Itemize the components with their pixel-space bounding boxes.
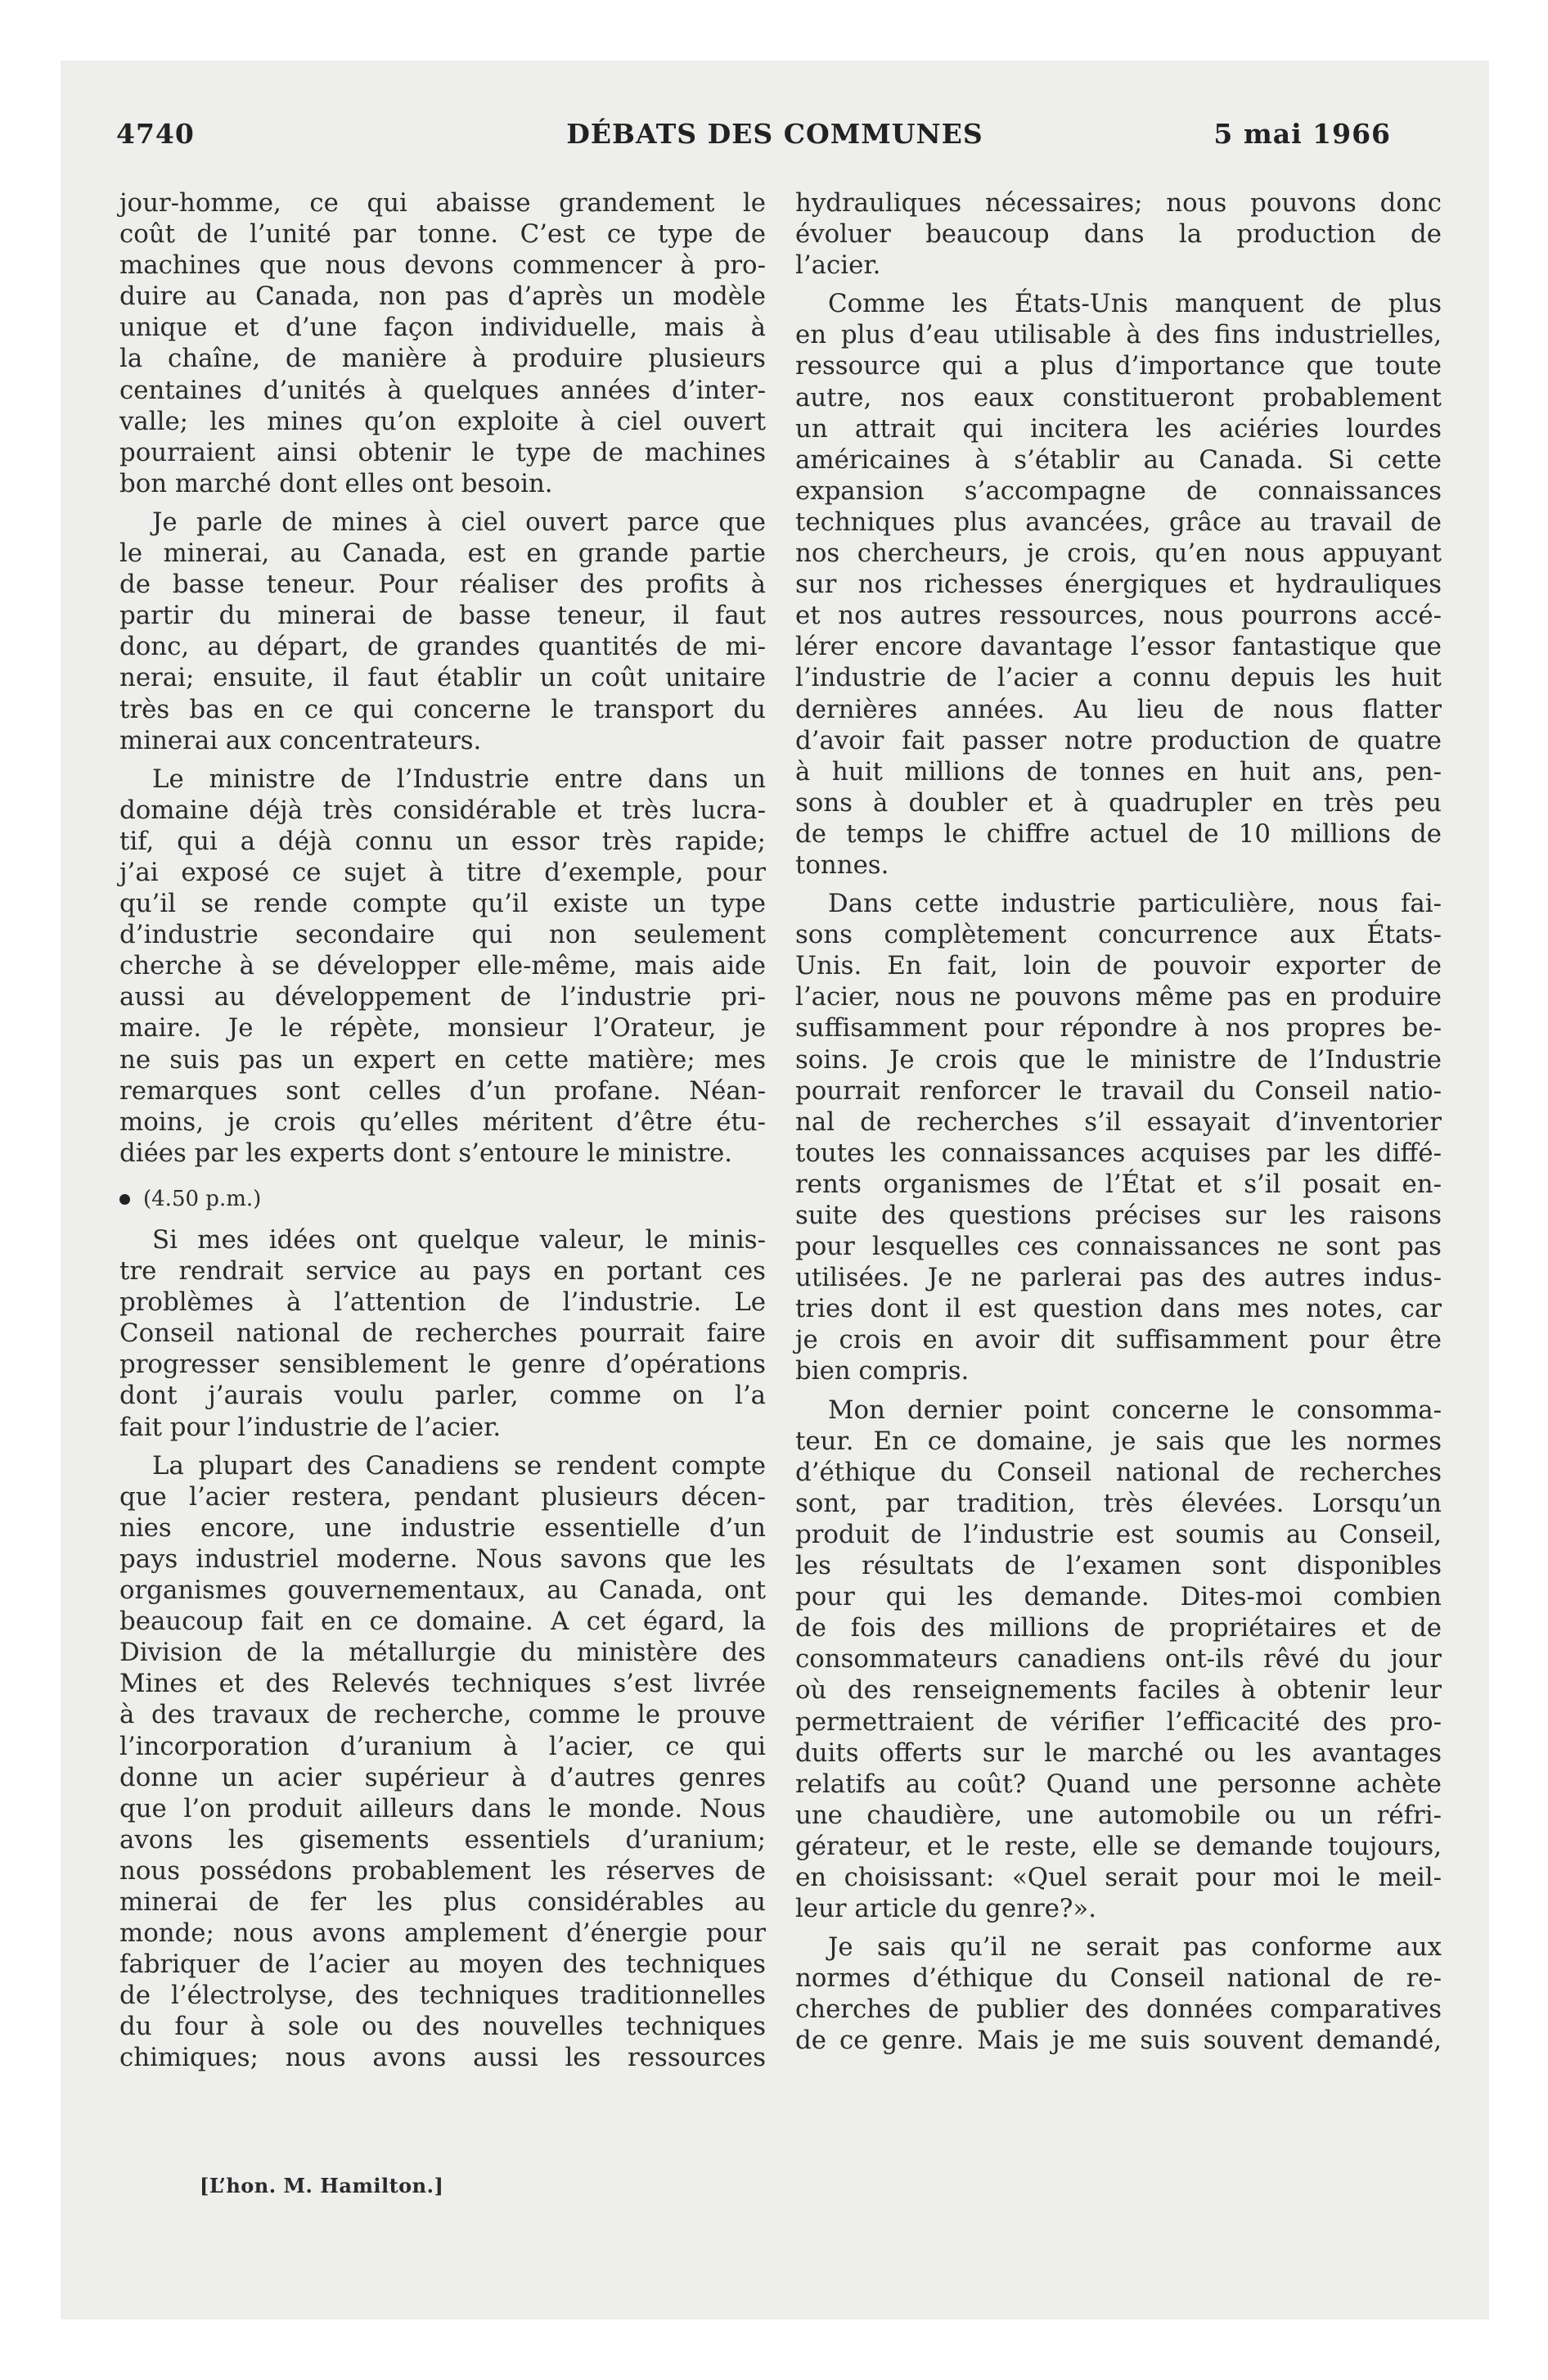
text-line: de basse teneur. Pour réaliser des profits à (119, 570, 766, 600)
speaker-attribution: [L’hon. M. Hamilton.] (200, 2174, 444, 2197)
text-line: duits offerts sur le marché ou les avantages (795, 1738, 1442, 1768)
text-line: toutes les connaissances acquises par les diffé- (795, 1138, 1442, 1168)
paragraph (119, 764, 766, 1169)
text-line: nos chercheurs, je crois, qu’en nous appuyant (795, 539, 1442, 569)
text-line: tries dont il est question dans mes notes, car (795, 1294, 1442, 1324)
text-line: Dans cette industrie particulière, nous fai- (828, 889, 1442, 919)
text-line: minerai aux concentrateurs. (119, 725, 482, 755)
text-line: duire au Canada, non pas d’après un modèle (119, 282, 766, 312)
text-line: l’incorporation d’uranium à l’acier, ce qui (119, 1731, 766, 1761)
text-line: d’industrie secondaire qui non seulement (119, 920, 766, 950)
paragraph (119, 507, 766, 756)
text-line: que l’acier restera, pendant plusieurs décen- (119, 1481, 766, 1512)
text-line: d’éthique du Conseil national de recherches (795, 1457, 1442, 1487)
text-line: techniques plus avancées, grâce au travail de (795, 507, 1442, 537)
text-line: ne suis pas un expert en cette matière; mes (119, 1044, 766, 1075)
text-line: centaines d’unités à quelques années d’inter- (119, 375, 766, 405)
text-line: Je sais qu’il ne serait pas conforme aux (828, 1932, 1442, 1963)
text-line: nerai; ensuite, il faut établir un coût unitaire (119, 663, 766, 693)
text-line: ressource qui a plus d’importance que toute (795, 351, 1442, 381)
text-line: leur article du genre?». (795, 1894, 1097, 1924)
text-line: à des travaux de recherche, comme le prouve (119, 1700, 766, 1730)
text-line: la chaîne, de manière à produire plusieurs (119, 344, 766, 374)
text-line: Unis. En fait, loin de pouvoir exporter de (795, 951, 1442, 981)
text-line: tre rendrait service au pays en portant ces (119, 1256, 766, 1287)
text-line: nal de recherches s’il essayait d’inventorier (795, 1107, 1442, 1137)
text-line: organismes gouvernementaux, au Canada, ont (119, 1575, 766, 1606)
text-line: en plus d’eau utilisable à des fins industrielles, (795, 320, 1442, 350)
text-line: Je parle de mines à ciel ouvert parce que (152, 507, 766, 537)
text-line: coût de l’unité par tonne. C’est ce type de (119, 219, 766, 250)
paragraph (119, 187, 766, 499)
text-line: pour lesquelles ces connaissances ne sont pas (795, 1232, 1442, 1262)
paragraph (119, 1450, 766, 2074)
text-line: beaucoup fait en ce domaine. A cet égard, la (119, 1607, 766, 1637)
text-line: permettraient de vérifier l’efficacité des pro- (795, 1706, 1442, 1737)
text-line: fabriquer de l’acier au moyen des techniques (119, 1950, 766, 1980)
text-line: suffisamment pour répondre à nos propres be- (795, 1013, 1442, 1044)
text-line: problèmes à l’attention de l’industrie. Le (119, 1287, 766, 1318)
text-line: suite des questions précises sur les raisons (795, 1201, 1442, 1230)
text-line: utilisées. Je ne parlerai pas des autres indus- (795, 1263, 1442, 1293)
text-line: Mon dernier point concerne le consomma- (828, 1395, 1442, 1425)
text-line: Division de la métallurgie du ministère des (119, 1638, 766, 1668)
text-line: sur nos richesses énergiques et hydrauliques (795, 570, 1442, 600)
text-line: diées par les experts dont s’entoure le ministre. (119, 1138, 733, 1168)
text-line: l’industrie de l’acier a connu depuis les huit (795, 663, 1442, 693)
paragraph (795, 1931, 1442, 2056)
left-column (119, 187, 766, 2074)
text-line: que l’on produit ailleurs dans le monde. Nous (119, 1793, 766, 1823)
text-line: produit de l’industrie est soumis au Conseil, (795, 1519, 1442, 1549)
text-line: aussi au développement de l’industrie pri- (119, 982, 766, 1012)
text-line: Mines et des Relevés techniques s’est livrée (119, 1669, 766, 1699)
text-line: donc, au départ, de grandes quantités de mi- (119, 632, 766, 662)
text-line: lérer encore davantage l’essor fantastique que (795, 632, 1442, 662)
text-line: du four à sole ou des nouvelles techniques (119, 2012, 766, 2042)
text-line: Si mes idées ont quelque valeur, le minis- (152, 1225, 766, 1255)
page-date: 5 mai 1966 (1213, 118, 1391, 150)
text-line: je crois en avoir dit suffisamment pour être (795, 1325, 1442, 1355)
text-line: relatifs au coût? Quand une personne achète (795, 1769, 1442, 1799)
text-line: cherche à se développer elle-même, mais aide (119, 951, 766, 981)
text-line: maire. Je le répète, monsieur l’Orateur, je (119, 1013, 766, 1044)
text-line: sons complètement concurrence aux États- (795, 920, 1442, 950)
text-line: bien compris. (795, 1356, 970, 1386)
text-line: qu’il se rende compte qu’il existe un type (119, 889, 766, 919)
text-line: avons les gisements essentiels d’uranium; (119, 1824, 766, 1855)
text-line: le minerai, au Canada, est en grande partie (119, 539, 766, 569)
text-line: chimiques; nous avons aussi les ressources (119, 2043, 766, 2073)
text-line: dont j’aurais voulu parler, comme on l’a (119, 1381, 766, 1411)
text-line: pays industriel moderne. Nous savons que les (119, 1544, 766, 1574)
text-line: tif, qui a déjà connu un essor très rapide; (119, 826, 766, 856)
text-line: progresser sensiblement le genre d’opérations (119, 1350, 766, 1380)
text-line: j’ai exposé ce sujet à titre d’exemple, pour (119, 857, 766, 887)
text-line: et nos autres ressources, nous pourrons accé- (795, 601, 1442, 631)
text-line: gérateur, et le reste, elle se demande toujours, (795, 1831, 1442, 1861)
right-column (795, 187, 1442, 2057)
text-line: d’avoir fait passer notre production de quatre (795, 725, 1442, 755)
text-line: nous possédons probablement les réserves de (119, 1855, 766, 1886)
text-line: sont, par tradition, très élevées. Lorsqu’un (795, 1488, 1442, 1518)
text-line: donne un acier supérieur à d’autres genres (119, 1762, 766, 1792)
text-line: de l’électrolyse, des techniques traditionnelles (119, 1981, 766, 2011)
text-line: hydrauliques nécessaires; nous pouvons donc (795, 188, 1442, 218)
text-line: l’acier, nous ne pouvons même pas en produire (795, 982, 1442, 1012)
text-line: partir du minerai de basse teneur, il faut (119, 601, 766, 631)
text-line: l’acier. (795, 250, 881, 281)
text-line: minerai de fer les plus considérables au (119, 1886, 766, 1917)
text-line: Comme les États-Unis manquent de plus (828, 289, 1442, 319)
timestamp-marker (119, 1183, 766, 1215)
text-line: où des renseignements faciles à obtenir leur (795, 1675, 1442, 1706)
text-line: fait pour l’industrie de l’acier. (119, 1412, 502, 1442)
paragraph (119, 1224, 766, 1443)
text-line: machines que nous devons commencer à pro- (119, 250, 766, 281)
text-line: américaines à s’établir au Canada. Si cette (795, 444, 1442, 475)
text-line: La plupart des Canadiens se rendent compte (152, 1450, 766, 1481)
page-title: DÉBATS DES COMMUNES (566, 118, 983, 150)
text-line: Conseil national de recherches pourrait faire (119, 1318, 766, 1349)
text-line: évoluer beaucoup dans la production de (795, 219, 1442, 250)
text-line: de ce genre. Mais je me suis souvent demandé, (795, 2026, 1442, 2056)
text-line: très bas en ce qui concerne le transport du (119, 694, 766, 724)
text-line: une chaudière, une automobile ou un réfri- (795, 1800, 1442, 1830)
text-line: de temps le chiffre actuel de 10 millions de (795, 818, 1442, 849)
text-line: sons à doubler et à quadrupler en très peu (795, 787, 1442, 818)
text-line: unique et d’une façon individuelle, mais à (119, 313, 766, 343)
text-line: à huit millions de tonnes en huit ans, pen- (795, 756, 1442, 787)
text-line: en choisissant: «Quel serait pour moi le meil- (795, 1862, 1442, 1892)
text-line: jour-homme, ce qui abaisse grandement le (119, 188, 766, 218)
paragraph (795, 1395, 1442, 1925)
text-line: remarques sont celles d’un profane. Néan- (119, 1075, 766, 1106)
text-line: cherches de publier des données comparatives (795, 1995, 1442, 2025)
paragraph (795, 187, 1442, 281)
timestamp-text: (4.50 p.m.) (143, 1186, 262, 1211)
text-line: expansion s’accompagne de connaissances (795, 476, 1442, 506)
text-line: un attrait qui incitera les aciéries lourdes (795, 413, 1442, 444)
text-line: pourraient ainsi obtenir le type de machines (119, 437, 766, 467)
text-line: domaine déjà très considérable et très lucra- (119, 795, 766, 825)
text-line: autre, nos eaux constitueront probablement (795, 382, 1442, 412)
text-line: valle; les mines qu’on exploite à ciel ouvert (119, 406, 766, 436)
text-line: consommateurs canadiens ont-ils rêvé du jour (795, 1644, 1442, 1675)
text-line: moins, je crois qu’elles méritent d’être étu- (119, 1107, 766, 1137)
text-line: Le ministre de l’Industrie entre dans un (152, 764, 766, 794)
text-line: pourrait renforcer le travail du Conseil natio- (795, 1075, 1442, 1106)
text-line: pour qui les demande. Dites-moi combien (795, 1582, 1442, 1612)
text-line: nies encore, une industrie essentielle d’un (119, 1512, 766, 1543)
text-line: rents organismes de l’État et s’il posait en- (795, 1169, 1442, 1199)
page-header (61, 118, 1489, 159)
text-line: soins. Je crois que le ministre de l’Industrie (795, 1044, 1442, 1075)
text-line: les résultats de l’examen sont disponibles (795, 1551, 1442, 1581)
text-line: tonnes. (795, 850, 889, 880)
text-line: de fois des millions de propriétaires et de (795, 1613, 1442, 1643)
paragraph (795, 288, 1442, 881)
text-line: normes d’éthique du Conseil national de re- (795, 1963, 1442, 1994)
text-line: teur. En ce domaine, je sais que les normes (795, 1426, 1442, 1456)
text-line: bon marché dont elles ont besoin. (119, 468, 553, 498)
page-number: 4740 (116, 118, 195, 150)
paragraph (795, 888, 1442, 1387)
text-line: dernières années. Au lieu de nous flatter (795, 694, 1442, 724)
bullet-icon (119, 1194, 130, 1205)
text-line: monde; nous avons amplement d’énergie pour (119, 1918, 766, 1949)
page-sheet (61, 61, 1489, 2319)
